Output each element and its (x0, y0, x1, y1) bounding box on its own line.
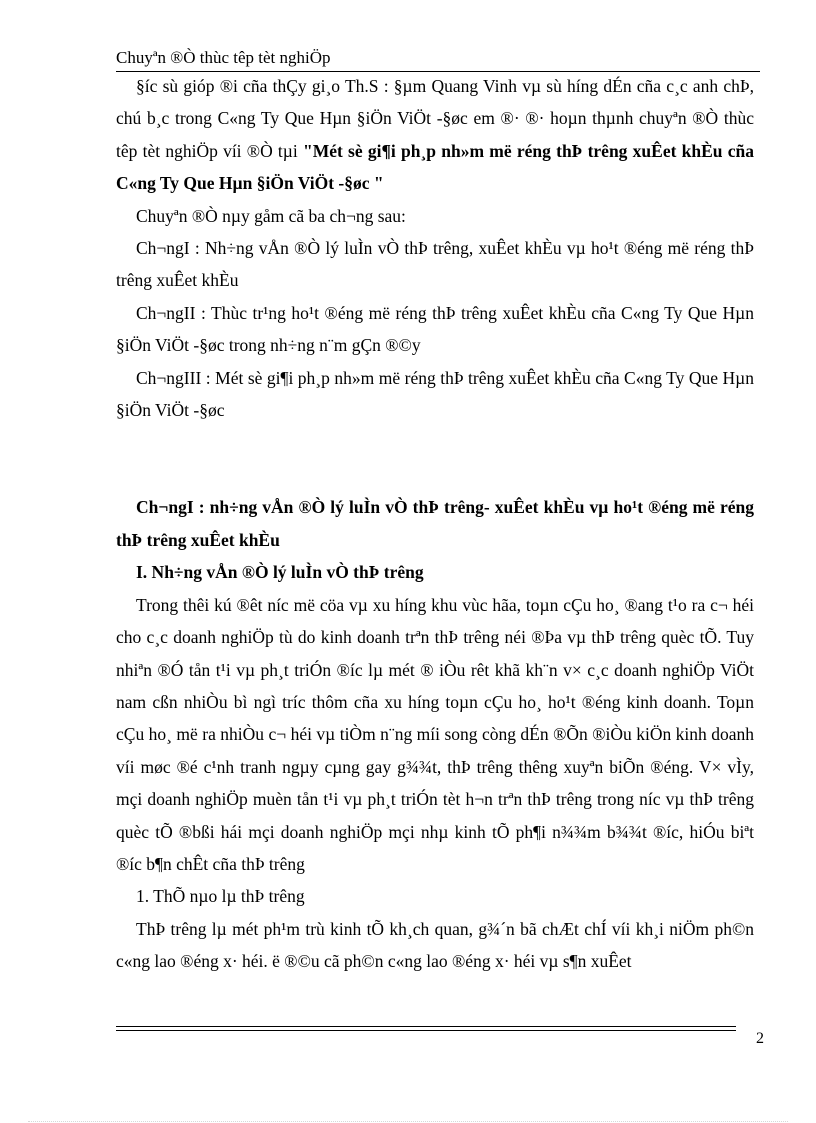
thesis-title: "Mét sè gi¶i ph¸p nh»m më réng thÞ trêng xuÊet khÈu cña C«ng Ty Que Hµn §iÖn ViÖt -§øc " (116, 140, 754, 194)
page-number: 2 (756, 1030, 764, 1047)
section-heading (116, 556, 754, 588)
structure-paragraph: Chuyªn ®Ò nµy gåm cã ba ch¬ng sau: (136, 205, 406, 226)
body-paragraph: ThÞ trêng lµ mét ph¹m trù kinh tÕ kh¸ch quan, g¾´n bã chÆt chÍ víi kh¸i niÖm ph©n c«ng lao ®éng x· héi. ë ®©u cã ph©n c«ng lao ®éng x· héi vµ s¶n xuÊet (116, 918, 754, 972)
chapter-3-summary: Ch¬ngIII : Mét sè gi¶i ph¸p nh»m më réng thÞ trêng xuÊet khÈu cña C«ng Ty Que Hµn §iÖn ViÖt -§øc (116, 367, 754, 421)
chapter-heading-text: Ch¬ngI : nh÷ng vÅn ®Ò lý luÌn vÒ thÞ trêng- xuÊet khÈu vµ ho¹t ®éng më réng thÞ trêng xuÊet khÈu (116, 497, 754, 550)
chapter-heading (116, 491, 754, 556)
body-paragraph: Trong thêi kú ®êt níc më cöa vµ xu híng khu vùc hãa, toµn cÇu ho¸ ®ang t¹o ra c¬ héi cho c¸c doanh nghiÖp tù do kinh doanh trªn thÞ trêng néi ®Þa vµ thÞ trêng quèc tÕ. Tuy nhiªn ®Ó tån t¹i vµ ph¸t triÓn ®íc lµ mét ® iÒu rêt khã kh¨n v× c¸c doanh nghiÖp ViÖt nam cßn nhiÒu bì ngì tríc thôm cña xu híng toµn cÇu ho¸ ho¹t ®éng kinh doanh. Toµn cÇu ho¸ më ra nhiÒu c¬ héi vµ tiÒm n¨ng míi song còng dÉn ®Õn ®iÒu kiÖn kinh doanh víi møc ®é c¹nh tranh ngµy cµng gay g¾¾t, thÞ trêng thêng xuyªn biÕn ®éng. V× vÌy, mçi doanh nghiÖp muèn tån t¹i vµ ph¸t triÓn tèt h¬n trªn thÞ trêng trong níc vµ thÞ trêng quèc tÕ ®bßi hái mçi doanh nghiÖp mçi nhµ kinh tÕ ph¶i n¾¾m b¾¾t ®íc, hiÓu biªt ®íc b¶n chÊt cña thÞ trêng (116, 594, 754, 874)
intro-text: §íc sù gióp ®i cña thÇy gi¸o Th.S : §µm Quang Vinh vµ sù híng dÉn cña c¸c anh chÞ, chú b¸c trong C«ng Ty Que Hµn §iÖn ViÖt -§øc em ®· ®· hoµn thµnh chuyªn ®Ò thùc têp tèt nghiÖp víi ®Ò tµi (116, 76, 754, 161)
section-heading-text: I. Nh÷ng vÅn ®Ò lý luÌn vÒ thÞ trêng (136, 562, 424, 583)
chapter-2-summary: Ch¬ngII : Thùc tr¹ng ho¹t ®éng më réng thÞ trêng xuÊet khÈu cña C«ng Ty Que Hµn §iÖn ViÖt -§øc trong nh÷ng n¨m gÇn ®©y (116, 302, 754, 356)
subsection-heading: 1. ThÕ nµo lµ thÞ trêng (136, 886, 305, 907)
chapter-1-summary: Ch¬ngI : Nh÷ng vÅn ®Ò lý luÌn vÒ thÞ trêng, xuÊet khÈu vµ ho¹t ®éng më réng thÞ trêng xuÊet khÈu (116, 238, 754, 291)
page-edge-dots (28, 1121, 788, 1122)
spacer (116, 426, 754, 491)
page-header: Chuyªn ®Ò thùc têp tèt nghiÖp (116, 48, 331, 67)
footer-rule (116, 1026, 736, 1031)
page-body (116, 70, 754, 978)
intro-paragraph (116, 70, 754, 200)
